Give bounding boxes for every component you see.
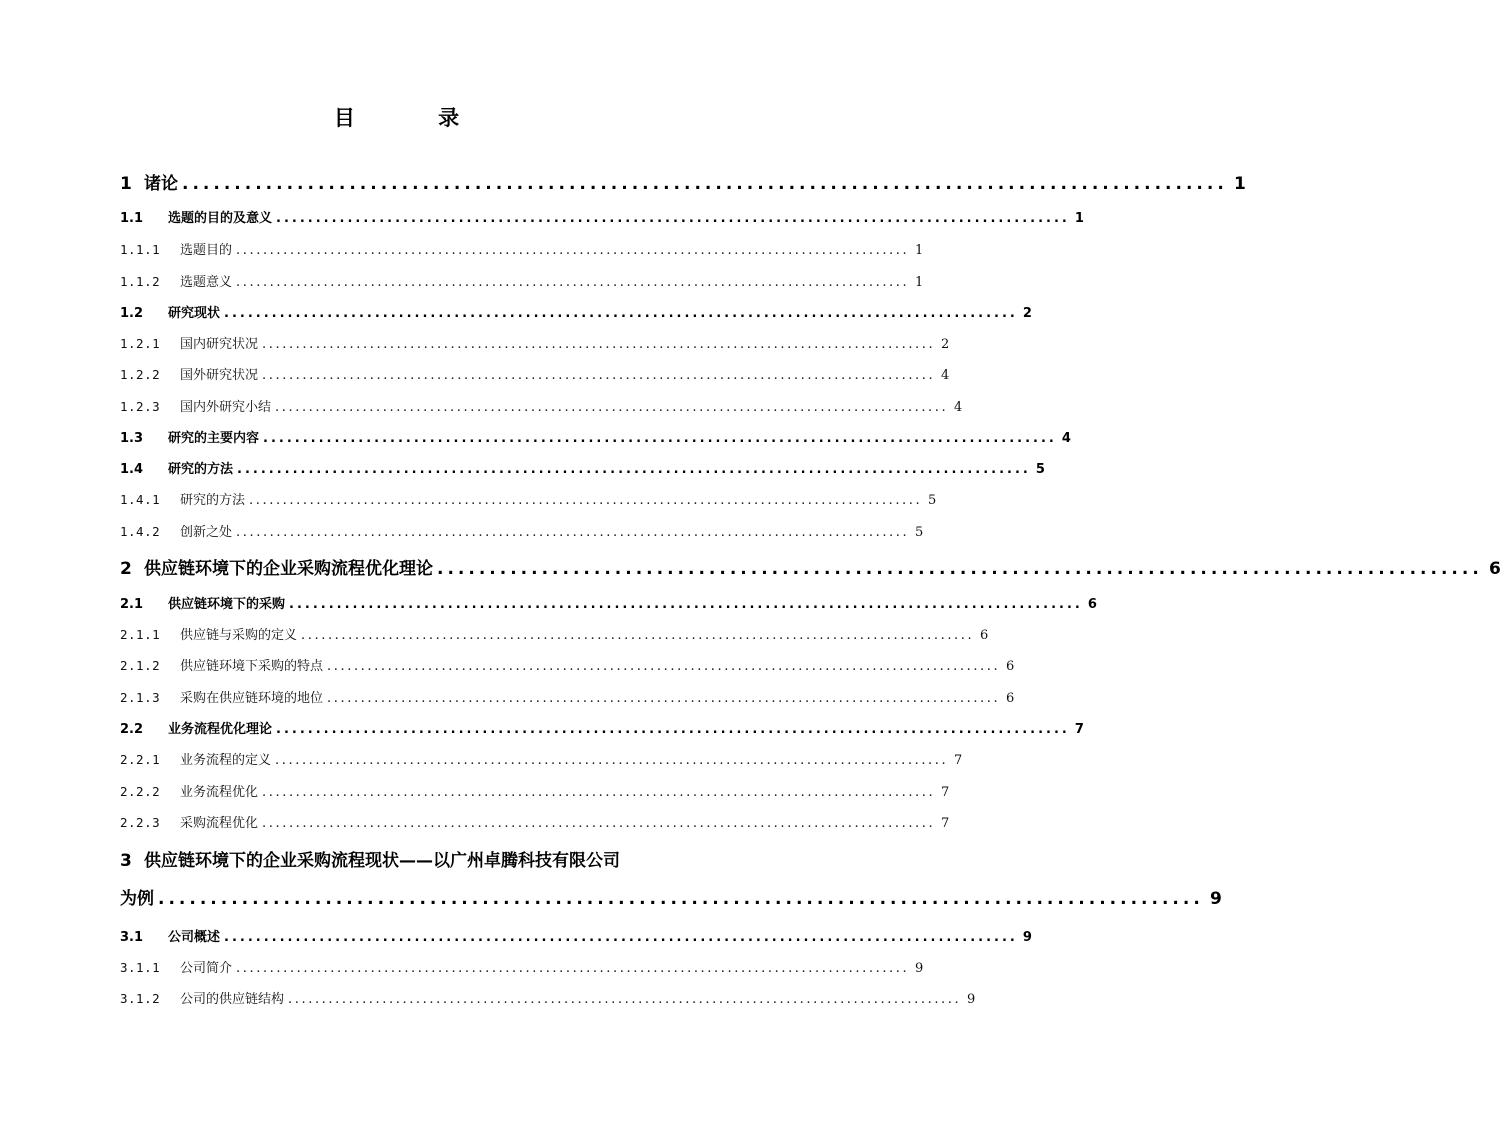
toc-leader: .................................................................................................... <box>263 431 1057 446</box>
toc-leader: .................................................................................................... <box>158 889 1204 909</box>
toc-entry-1-1[interactable] <box>120 207 1084 226</box>
toc-page-number: 1 <box>914 243 924 258</box>
toc-entry-2-1-1[interactable] <box>120 624 989 643</box>
toc-number: 3.1.1 <box>120 960 161 975</box>
toc-page-number: 6 <box>1005 691 1015 706</box>
toc-leader: .................................................................................................... <box>276 211 1070 226</box>
toc-number: 2.2.2 <box>120 784 161 799</box>
toc-title: 选题的目的及意义 <box>168 211 273 226</box>
toc-entry-2-2-1[interactable] <box>120 749 963 768</box>
toc-page-number: 9 <box>966 992 976 1007</box>
toc-page-number: 9 <box>1209 889 1222 909</box>
toc-page-number: 5 <box>1035 462 1045 477</box>
toc-leader: .................................................................................................... <box>301 628 975 643</box>
toc-leader: .................................................................................................... <box>262 337 936 352</box>
toc-entry-2-2-2[interactable] <box>120 781 950 800</box>
toc-entry-3-1-1[interactable] <box>120 957 924 976</box>
toc-number: 1.1.1 <box>120 242 161 257</box>
toc-page-number: 6 <box>1087 597 1097 612</box>
toc-page-number: 6 <box>979 628 989 643</box>
toc-page-number: 6 <box>1488 559 1501 579</box>
toc-leader: .................................................................................................... <box>262 816 936 831</box>
toc-number: 1.4 <box>120 462 144 477</box>
toc-number: 2.1 <box>120 597 144 612</box>
toc-leader: .................................................................................................... <box>276 722 1070 737</box>
toc-title: 研究的方法 <box>168 462 234 477</box>
toc-page-number: 9 <box>914 961 924 976</box>
toc-number: 1 <box>120 174 132 194</box>
toc-number: 1.2.3 <box>120 399 161 414</box>
toc-title: 公司简介 <box>180 961 233 976</box>
toc-number: 1.2.2 <box>120 367 161 382</box>
toc-title: 选题目的 <box>180 243 233 258</box>
toc-leader: .................................................................................................... <box>275 753 949 768</box>
toc-leader: .................................................................................................... <box>236 525 910 540</box>
toc-title: 供应链环境下采购的特点 <box>180 659 324 674</box>
toc-leader: .................................................................................................... <box>249 493 923 508</box>
toc-entry-2-1-2[interactable] <box>120 655 1015 674</box>
toc-entry-1-4-1[interactable] <box>120 489 937 508</box>
toc-number: 3.1 <box>120 930 144 945</box>
toc-entry-chapter-2[interactable] <box>120 554 1501 579</box>
toc-page-number: 7 <box>940 785 950 800</box>
toc-page-number: 5 <box>914 525 924 540</box>
toc-entry-1-3[interactable] <box>120 427 1071 446</box>
toc-page-number: 4 <box>940 368 950 383</box>
toc-title: 业务流程优化理论 <box>168 722 273 737</box>
toc-number: 2.1.3 <box>120 690 161 705</box>
toc-page-number: 1 <box>914 275 924 290</box>
toc-number: 1.4.2 <box>120 524 161 539</box>
toc-page-number: 7 <box>940 816 950 831</box>
toc-title: 业务流程的定义 <box>180 753 272 768</box>
toc-page-number: 7 <box>953 753 963 768</box>
toc-entry-2-2-3[interactable] <box>120 812 950 831</box>
toc-number: 1.1.2 <box>120 274 161 289</box>
toc-page-number: 7 <box>1074 722 1084 737</box>
toc-number: 2.2 <box>120 722 144 737</box>
toc-title: 国外研究状况 <box>180 368 259 383</box>
toc-chapter-3-line-1 <box>120 846 676 871</box>
toc-leader: .................................................................................................... <box>236 961 910 976</box>
toc-leader: .................................................................................................... <box>262 368 936 383</box>
toc-leader: .................................................................................................... <box>237 462 1031 477</box>
toc-number: 2 <box>120 559 132 579</box>
toc-title: 供应链环境下的企业采购流程现状——以广州卓腾科技有限公司 <box>144 851 620 871</box>
toc-entry-2-2[interactable] <box>120 718 1084 737</box>
toc-page-number: 9 <box>1022 930 1032 945</box>
toc-page-number: 1 <box>1074 211 1084 226</box>
toc-leader: .................................................................................................... <box>236 275 910 290</box>
toc-number: 1.4.1 <box>120 492 161 507</box>
toc-entry-3-1[interactable] <box>120 926 1032 945</box>
toc-title: 业务流程优化 <box>180 785 259 800</box>
toc-number: 1.3 <box>120 431 144 446</box>
toc-number: 1.2 <box>120 306 144 321</box>
toc-entry-1-2-1[interactable] <box>120 333 950 352</box>
toc-title: 研究的主要内容 <box>168 431 260 446</box>
toc-title: 国内外研究小结 <box>180 400 272 415</box>
toc-entry-1-2-2[interactable] <box>120 364 950 383</box>
toc-leader: .................................................................................................... <box>236 243 910 258</box>
toc-page-number: 4 <box>953 400 963 415</box>
toc-entry-1-2-3[interactable] <box>120 396 963 415</box>
page-title: 目 录 <box>333 106 498 130</box>
toc-chapter-3-line-2 <box>120 884 1222 909</box>
toc-title: 诸论 <box>144 174 178 194</box>
toc-page-number: 4 <box>1061 431 1071 446</box>
toc-title: 采购流程优化 <box>180 816 259 831</box>
toc-page-number: 2 <box>1022 306 1032 321</box>
toc-leader: .................................................................................................... <box>275 400 949 415</box>
toc-leader: .................................................................................................... <box>288 992 962 1007</box>
toc-number: 2.2.1 <box>120 752 161 767</box>
toc-entry-1-1-1[interactable] <box>120 239 924 258</box>
toc-title-continued: 为例 <box>120 889 154 909</box>
toc-title: 公司的供应链结构 <box>180 992 285 1007</box>
toc-title: 研究的方法 <box>180 493 246 508</box>
toc-number: 2.2.3 <box>120 815 161 830</box>
toc-number: 2.1.2 <box>120 658 161 673</box>
toc-entry-chapter-1[interactable] <box>120 169 1246 194</box>
toc-title: 供应链环境下的采购 <box>168 597 286 612</box>
toc-leader: .................................................................................................... <box>182 174 1228 194</box>
toc-page-number: 1 <box>1233 174 1246 194</box>
toc-title: 选题意义 <box>180 275 233 290</box>
toc-entry-3-1-2[interactable] <box>120 988 976 1007</box>
toc-number: 1.2.1 <box>120 336 161 351</box>
toc-entry-2-1[interactable] <box>120 593 1097 612</box>
toc-leader: .................................................................................................... <box>224 306 1018 321</box>
toc-entry-1-2[interactable] <box>120 302 1032 321</box>
toc-title: 采购在供应链环境的地位 <box>180 691 324 706</box>
toc-leader: .................................................................................................... <box>437 559 1483 579</box>
toc-leader: .................................................................................................... <box>289 597 1083 612</box>
toc-leader: .................................................................................................... <box>327 659 1001 674</box>
toc-title: 国内研究状况 <box>180 337 259 352</box>
toc-entry-1-4[interactable] <box>120 458 1045 477</box>
toc-entry-2-1-3[interactable] <box>120 687 1015 706</box>
toc-page-number: 6 <box>1005 659 1015 674</box>
toc-title: 公司概述 <box>168 930 221 945</box>
toc-number: 3.1.2 <box>120 991 161 1006</box>
toc-title: 供应链与采购的定义 <box>180 628 298 643</box>
toc-entry-1-4-2[interactable] <box>120 521 924 540</box>
toc-number: 2.1.1 <box>120 627 161 642</box>
toc-title: 研究现状 <box>168 306 221 321</box>
toc-title: 供应链环境下的企业采购流程优化理论 <box>144 559 433 579</box>
toc-entry-1-1-2[interactable] <box>120 271 924 290</box>
toc-number: 3 <box>120 851 132 871</box>
toc-leader: .................................................................................................... <box>224 930 1018 945</box>
toc-leader: .................................................................................................... <box>327 691 1001 706</box>
toc-leader: .................................................................................................... <box>262 785 936 800</box>
toc-title: 创新之处 <box>180 525 233 540</box>
toc-number: 1.1 <box>120 211 144 226</box>
toc-page-number: 5 <box>927 493 937 508</box>
toc-page-number: 2 <box>940 337 950 352</box>
